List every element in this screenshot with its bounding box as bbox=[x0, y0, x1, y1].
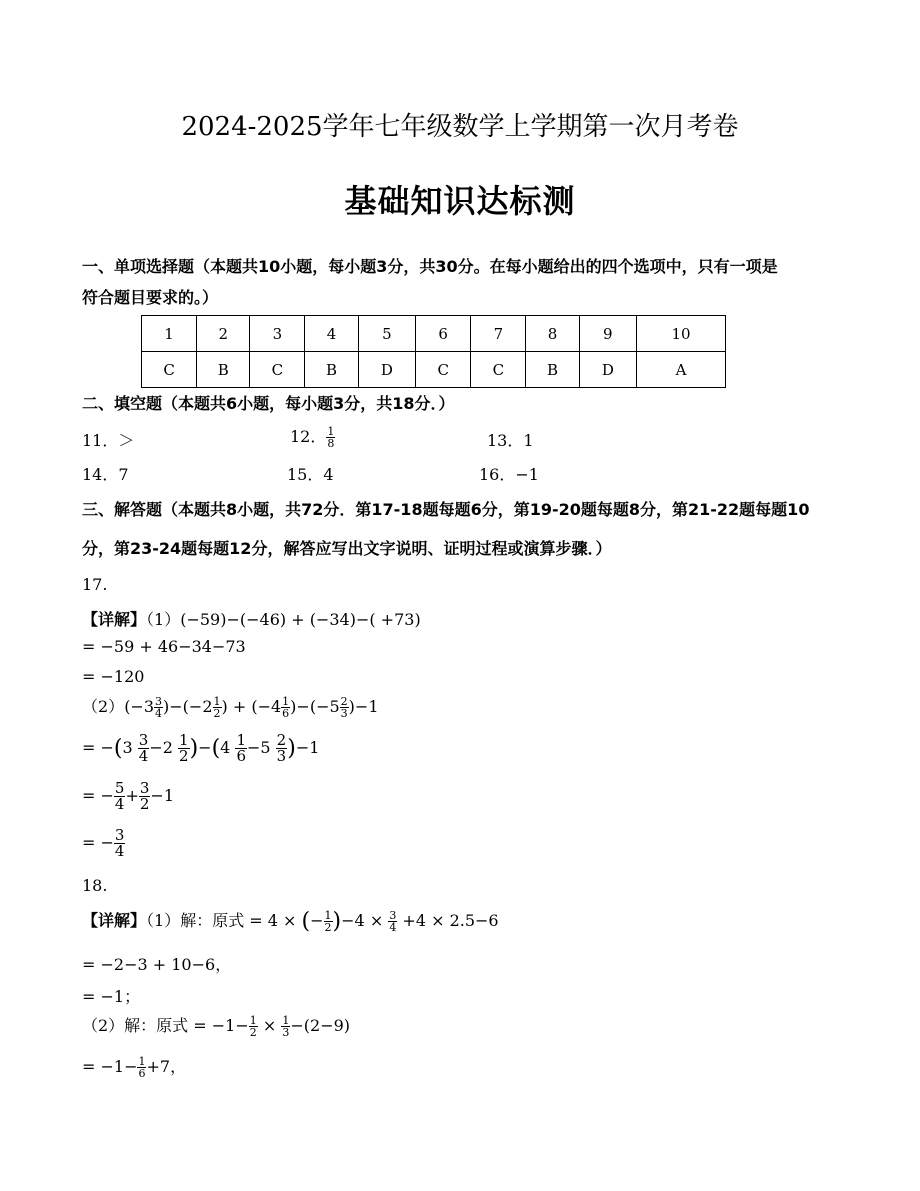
table-cell: C bbox=[250, 352, 305, 388]
table-cell: B bbox=[526, 352, 579, 388]
exam-title: 2024-2025学年七年级数学上学期第一次月考卷 bbox=[181, 112, 739, 142]
tail: −1 bbox=[150, 786, 174, 805]
whole-part: 2 bbox=[162, 738, 173, 757]
table-cell: B bbox=[305, 352, 358, 388]
left-paren: ( bbox=[113, 736, 123, 761]
tail: −1 bbox=[354, 697, 379, 716]
q17-part1-step2: = −120 bbox=[82, 667, 145, 686]
q17-part2-expression: （2）(−3 $\frac{3}{4}$ )−(−2 $\frac{1}{2}$ ) + (−4 $\frac{1}{6}$ )−(−5 $\frac{2}{3}$ )−1 bbox=[82, 695, 379, 720]
expression-tail: +7， bbox=[146, 1057, 187, 1076]
right-paren: ) bbox=[189, 736, 199, 761]
answer-q12 bbox=[290, 424, 335, 449]
fraction bbox=[276, 733, 288, 764]
fraction-numerator: 1 bbox=[282, 1014, 290, 1027]
fraction-denominator: 2 bbox=[139, 795, 150, 813]
table-cell: 2 bbox=[197, 316, 250, 352]
tail: −1 bbox=[295, 738, 320, 757]
answer-table-number-row bbox=[142, 316, 726, 352]
left-paren: ( bbox=[301, 909, 311, 934]
whole-part: 4 bbox=[270, 697, 282, 716]
section2-heading: 二、填空题（本题共6小题，每小题3分，共18分．） bbox=[82, 394, 455, 413]
answer-q15: 15．4 bbox=[287, 465, 334, 484]
fraction-denominator: 8 bbox=[327, 437, 335, 450]
fraction-denominator: 4 bbox=[114, 795, 125, 813]
answer-table-answer-row bbox=[142, 352, 726, 388]
exam-subtitle: 基础知识达标测 bbox=[344, 182, 576, 220]
q12-fraction bbox=[326, 426, 335, 449]
fraction-numerator: 1 bbox=[324, 909, 332, 922]
section3-heading-line2: 分，第23-24题每题12分，解答应写出文字说明、证明过程或演算步骤．） bbox=[82, 539, 612, 558]
fraction-denominator: 6 bbox=[236, 747, 246, 765]
fraction-denominator: 4 bbox=[389, 921, 397, 934]
table-cell: 4 bbox=[305, 316, 358, 352]
left-paren: ( bbox=[211, 736, 221, 761]
q18-part1-expression: 【详解】（1）解：原式 = 4 × (− $\frac{1}{2}$ )−4 × $\frac{3}{4}$ +4 × 2.5−6 bbox=[82, 909, 499, 934]
fraction-numerator: 1 bbox=[236, 731, 246, 749]
whole-part: 5 bbox=[329, 697, 340, 716]
fraction-denominator: 2 bbox=[249, 1026, 257, 1039]
part-label: （2） bbox=[82, 697, 125, 716]
table-cell: 8 bbox=[526, 316, 579, 352]
table-cell: D bbox=[358, 352, 416, 388]
fraction bbox=[178, 733, 190, 764]
fraction-numerator: 1 bbox=[249, 1014, 257, 1027]
answer-q16: 16．−1 bbox=[479, 465, 539, 484]
expression-mid: −4 × bbox=[341, 911, 384, 930]
fraction bbox=[340, 696, 349, 719]
whole-part: 3 bbox=[143, 697, 155, 716]
table-cell: 7 bbox=[471, 316, 526, 352]
detail-tag: 【详解】 bbox=[82, 911, 147, 930]
table-cell: C bbox=[142, 352, 197, 388]
minus: − bbox=[149, 738, 163, 757]
q17-part1-expression bbox=[82, 607, 421, 630]
equals-minus: = − bbox=[82, 786, 114, 805]
expression-tail: −(2−9) bbox=[290, 1016, 351, 1035]
fraction-denominator: 3 bbox=[276, 747, 287, 765]
q17-part1-step1: = −59 + 46−34−73 bbox=[82, 637, 246, 656]
fraction-numerator: 3 bbox=[138, 731, 149, 749]
fraction-denominator: 6 bbox=[138, 1067, 146, 1080]
section1-heading-line2: 符合题目要求的。） bbox=[82, 288, 219, 307]
fraction bbox=[139, 781, 151, 812]
fraction-denominator: 3 bbox=[282, 1026, 290, 1039]
q17-part2-step3 bbox=[82, 828, 125, 859]
expression-head: （2）解：原式 = −1− bbox=[82, 1016, 249, 1035]
part-label: （1） bbox=[146, 610, 181, 629]
q17-part2-step2 bbox=[82, 781, 174, 812]
fraction-numerator: 3 bbox=[389, 909, 397, 922]
fraction bbox=[324, 910, 333, 933]
right-paren: ) bbox=[332, 909, 342, 934]
q18-part1-step2: = −1； bbox=[82, 987, 141, 1006]
fraction bbox=[281, 696, 290, 719]
times: × bbox=[262, 1016, 277, 1035]
fraction-numerator: 2 bbox=[276, 731, 287, 749]
section3-heading-line1: 三、解答题（本题共8小题，共72分．第17-18题每题6分，第19-20题每题8分，第21-22题每题10 bbox=[82, 500, 810, 519]
section1-heading-line1: 一、单项选择题（本题共10小题，每小题3分，共30分。在每小题给出的四个选项中，只有一项是 bbox=[82, 257, 778, 276]
fraction bbox=[213, 696, 222, 719]
fraction-numerator: 1 bbox=[327, 425, 335, 438]
fraction-numerator: 1 bbox=[213, 695, 221, 708]
minus: − bbox=[246, 738, 261, 757]
q12-label: 12． bbox=[290, 427, 327, 446]
fraction-denominator: 6 bbox=[282, 707, 290, 720]
fraction-denominator: 4 bbox=[155, 707, 163, 720]
table-cell: 6 bbox=[416, 316, 471, 352]
fraction-numerator: 3 bbox=[139, 779, 150, 797]
equals-minus: = − bbox=[82, 738, 114, 757]
answer-q13: 13．1 bbox=[487, 431, 534, 450]
table-cell: 5 bbox=[358, 316, 416, 352]
equals-minus: = − bbox=[82, 833, 114, 852]
plus: + bbox=[125, 786, 139, 805]
fraction bbox=[235, 733, 247, 764]
fraction bbox=[154, 696, 163, 719]
table-cell: 1 bbox=[142, 316, 197, 352]
fraction-denominator: 4 bbox=[114, 842, 125, 860]
expression-head: = −1− bbox=[82, 1057, 138, 1076]
whole-part: 2 bbox=[202, 697, 213, 716]
fraction bbox=[114, 781, 126, 812]
fraction-denominator: 2 bbox=[213, 707, 221, 720]
fraction-numerator: 2 bbox=[340, 695, 348, 708]
q18-number: 18. bbox=[82, 876, 108, 895]
fraction-numerator: 3 bbox=[155, 695, 163, 708]
answer-q11: 11．＞ bbox=[82, 431, 135, 450]
q17-part2-step1 bbox=[82, 733, 319, 764]
q18-part2-expression bbox=[82, 1013, 350, 1038]
fraction-numerator: 5 bbox=[114, 779, 125, 797]
fraction bbox=[388, 910, 397, 933]
right-paren: ) bbox=[287, 736, 296, 761]
expression: (−59)−(−46) + (−34)−( +73) bbox=[180, 610, 421, 629]
whole-part: 4 bbox=[220, 738, 231, 757]
expression-head: （1）解：原式 = 4 × bbox=[146, 911, 297, 930]
table-cell: 10 bbox=[637, 316, 726, 352]
table-cell: D bbox=[579, 352, 637, 388]
q17-number: 17. bbox=[82, 575, 108, 594]
table-cell: 9 bbox=[579, 316, 637, 352]
fraction bbox=[114, 828, 126, 859]
table-cell: C bbox=[416, 352, 471, 388]
minus: − bbox=[198, 738, 212, 757]
whole-part: 5 bbox=[260, 738, 271, 757]
fraction-denominator: 4 bbox=[138, 747, 149, 765]
fraction-denominator: 3 bbox=[340, 707, 348, 720]
whole-part: 3 bbox=[122, 738, 133, 757]
fraction bbox=[249, 1015, 258, 1038]
detail-tag: 【详解】 bbox=[82, 610, 147, 629]
answer-table bbox=[141, 315, 726, 388]
fraction bbox=[281, 1015, 290, 1038]
answer-q14: 14．7 bbox=[82, 465, 129, 484]
fraction-numerator: 3 bbox=[114, 826, 125, 844]
fraction-numerator: 1 bbox=[179, 731, 189, 749]
expression-tail: +4 × 2.5−6 bbox=[402, 911, 499, 930]
q18-part2-step1 bbox=[82, 1054, 186, 1079]
table-cell: 3 bbox=[250, 316, 305, 352]
table-cell: B bbox=[197, 352, 250, 388]
table-cell: C bbox=[471, 352, 526, 388]
table-cell: A bbox=[637, 352, 726, 388]
fraction-denominator: 2 bbox=[324, 921, 332, 934]
fraction-denominator: 2 bbox=[179, 747, 189, 765]
fraction-numerator: 1 bbox=[282, 695, 290, 708]
q18-part1-step1: = −2−3 + 10−6， bbox=[82, 955, 232, 974]
fraction-numerator: 1 bbox=[138, 1055, 146, 1068]
fraction bbox=[138, 733, 150, 764]
